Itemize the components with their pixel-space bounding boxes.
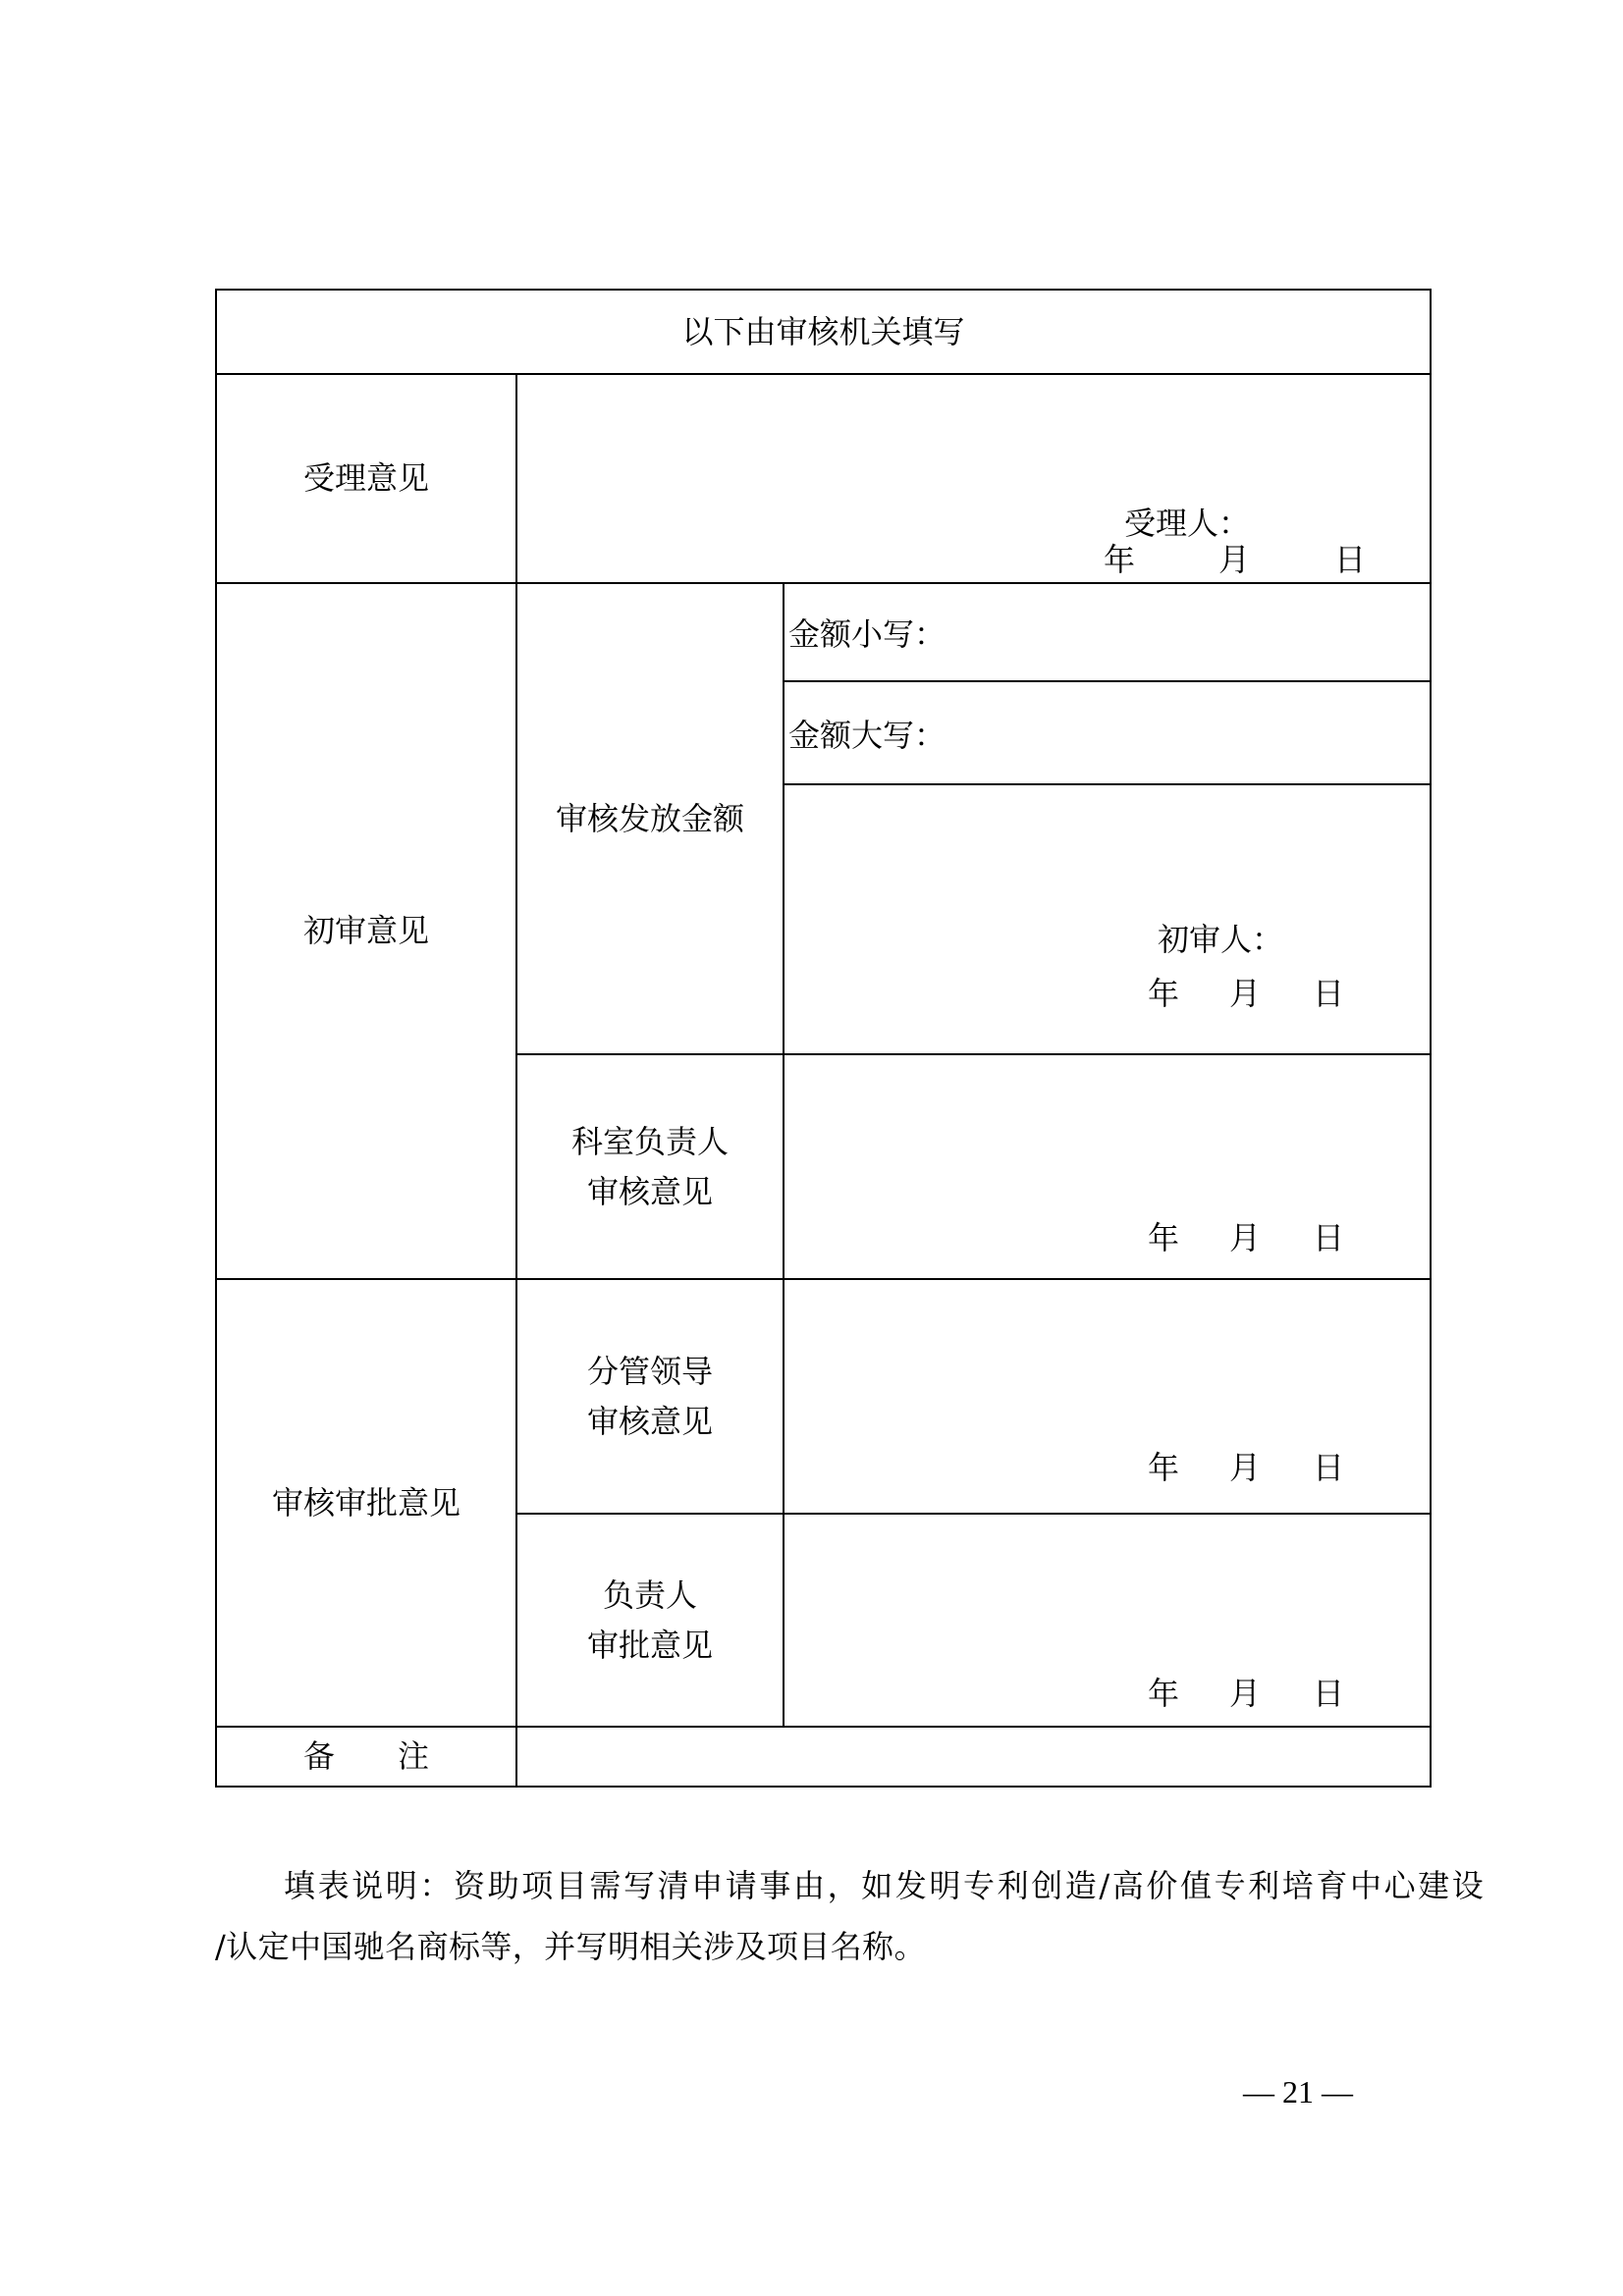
deputy-label-line2: 审核意见 (586, 1402, 713, 1440)
acceptance-label: 受理意见 (302, 459, 429, 497)
head-date-day: 日 (1313, 1675, 1345, 1712)
deputy-label-line1: 分管领导 (586, 1352, 713, 1390)
section-chief-label (571, 1117, 729, 1217)
section-chief-date-month: 月 (1229, 1219, 1262, 1256)
acceptance-date-year: 年 (1104, 541, 1136, 578)
head-label-cell (515, 1513, 784, 1728)
deputy-label-cell (515, 1278, 784, 1515)
deputy-opinion-area (783, 1278, 1432, 1515)
head-label-line1: 负责人 (602, 1575, 697, 1614)
form-header-text: 以下由审核机关填写 (681, 312, 965, 350)
section-chief-date-year: 年 (1148, 1219, 1180, 1256)
section-chief-opinion-area (783, 1053, 1432, 1280)
remarks-label: 备 注 (302, 1737, 429, 1775)
deputy-date-day: 日 (1313, 1449, 1345, 1486)
form-header (215, 289, 1432, 375)
preliminary-date-day: 日 (1313, 975, 1345, 1012)
approval-label: 审核审批意见 (271, 1483, 460, 1522)
preliminary-label: 初审意见 (302, 912, 429, 949)
section-chief-label-line1: 科室负责人 (570, 1122, 729, 1160)
amount-lower-label: 金额小写： (788, 615, 947, 653)
amount-upper-cell (783, 680, 1432, 785)
head-opinion-area (783, 1513, 1432, 1728)
acceptance-opinion-area (515, 373, 1432, 584)
preliminary-label-cell (215, 582, 517, 1280)
section-chief-label-line2: 审核意见 (586, 1172, 713, 1210)
approval-label-cell (215, 1278, 517, 1728)
deputy-date-month: 月 (1229, 1449, 1262, 1486)
head-label-line2: 审批意见 (586, 1626, 713, 1664)
deputy-date-year: 年 (1148, 1449, 1180, 1486)
preliminary-date-month: 月 (1229, 975, 1262, 1012)
head-date-month: 月 (1229, 1675, 1262, 1712)
preliminary-opinion-area (783, 783, 1432, 1055)
acceptance-date-month: 月 (1218, 541, 1251, 578)
page-number: — 21 — (1243, 2074, 1353, 2109)
acceptance-signer-label: 受理人： (1124, 505, 1251, 542)
amount-lower-cell (783, 582, 1432, 682)
preliminary-date-year: 年 (1148, 975, 1180, 1012)
remarks-label-cell (215, 1726, 517, 1788)
acceptance-date-day: 日 (1334, 541, 1367, 578)
head-label (587, 1571, 713, 1671)
amount-label-cell (515, 582, 784, 1055)
deputy-label (587, 1347, 713, 1447)
amount-upper-label: 金额大写： (788, 716, 947, 754)
instruction-note-line1: 填表说明：资助项目需写清申请事由，如发明专利创造/高价值专利培育中心建设 (284, 1867, 1487, 1904)
remarks-area (515, 1726, 1432, 1788)
head-date-year: 年 (1148, 1675, 1180, 1712)
acceptance-label-cell (215, 373, 517, 584)
section-chief-label-cell (515, 1053, 784, 1280)
instruction-note-line2: /认定中国驰名商标等，并写明相关涉及项目名称。 (215, 1928, 926, 1965)
section-chief-date-day: 日 (1313, 1219, 1345, 1256)
amount-label: 审核发放金额 (555, 799, 744, 837)
preliminary-signer-label: 初审人： (1158, 921, 1284, 958)
